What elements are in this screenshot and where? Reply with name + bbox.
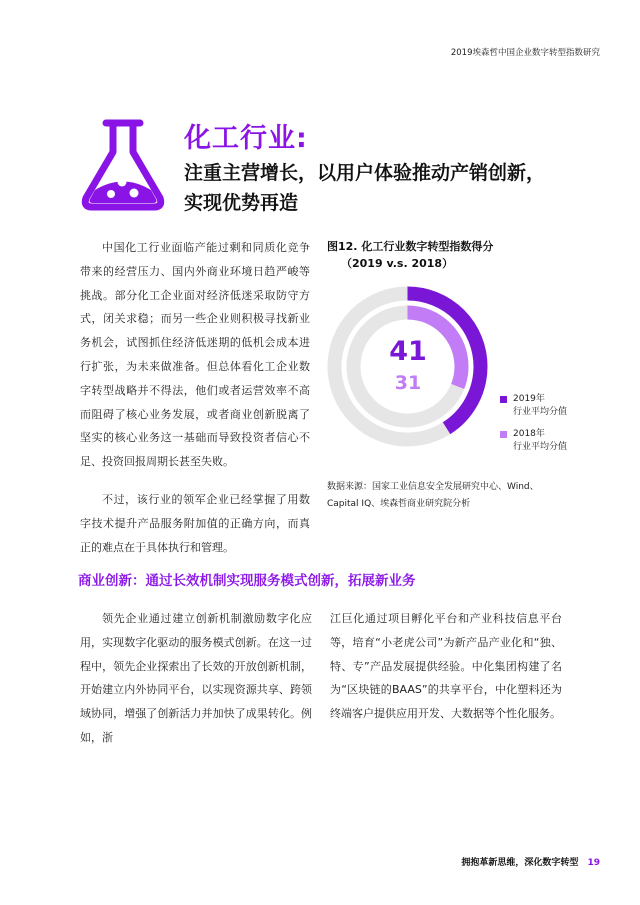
legend-swatch-2018 [500, 431, 507, 438]
industry-heading: 化工行业: [184, 123, 308, 154]
value-2019-label: 41 [389, 336, 427, 367]
value-2018-label: 31 [394, 372, 422, 394]
legend-swatch-2019 [500, 396, 507, 403]
legend-label-2018: 2018年 行业平均分值 [513, 429, 568, 452]
figure-title-line-2: （2019 v.s. 2018） [341, 257, 454, 270]
section-left-column [80, 607, 312, 750]
report-title: 2019埃森哲中国企业数字转型指数研究 [450, 48, 600, 58]
figure-source: 数据来源：国家工业信息安全发展研究中心、Wind、Capital IQ、埃森哲商业研究院分析 [327, 482, 539, 509]
section-right-column [330, 607, 562, 726]
page-number: 19 [587, 858, 600, 868]
section-heading: 商业创新：通过长效机制实现服务模式创新，拓展新业务 [78, 573, 416, 589]
footer-tagline: 拥抱革新思维，深化数字转型 [461, 858, 579, 868]
figure-title [327, 238, 493, 272]
subtitle-line-2: 实现优势再造 [184, 192, 299, 214]
page-subtitle [184, 158, 604, 218]
flask-icon [78, 118, 168, 213]
legend-label-2019: 2019年 行业平均分值 [513, 394, 568, 417]
legend-item-2018 [500, 428, 567, 454]
legend-item-2019 [500, 393, 567, 419]
intro-paragraph-1: 中国化工行业面临产能过剩和同质化竞争带来的经营压力、国内外商业环境日趋严峻等挑战。部分化工企业面对经济低迷采取防守方式，闭关求稳；而另一些企业则积极寻找新业务机会，试图抓住经济低迷期的低机会成本进行扩张，为未来做准备。但总体看化工企业数字转型战略并不得法，他们或者运营效率不高而阻碍了核心业务发展，或者商业创新脱离了坚实的核心业务这一基础而导致投资者信心不足、投资回报周期长甚至失败。 [80, 241, 310, 469]
intro-column [80, 236, 310, 559]
section-paragraph-right: 江巨化通过项目孵化平台和产业科技信息平台等，培育“小老虎公司”为新产品产业化和“独、特、专”产品发展提供经验。中化集团构建了名为“区块链的BAAS”的共享平台，中化塑料还为终端客户提供应用开发、大数据等个性化服务。 [330, 612, 562, 721]
figure-title-line-1: 图12. 化工行业数字转型指数得分 [327, 240, 494, 253]
intro-paragraph-2: 不过，该行业的领军企业已经掌握了用数字技术提升产品服务附加值的正确方向，而真正的难点在于具体执行和管理。 [80, 492, 310, 554]
section-paragraph-left: 领先企业通过建立创新机制激励数字化应用，实现数字化驱动的服务模式创新。在这一过程中，领先企业探索出了长效的开放创新机制，开始建立内外协同平台，以实现资源共享、跨领域协同，增强了创新活力并加快了成果转化。例如，浙 [80, 612, 312, 744]
page-footer [461, 855, 600, 868]
subtitle-line-1: 注重主营增长，以用户体验推动产销创新， [184, 162, 546, 184]
